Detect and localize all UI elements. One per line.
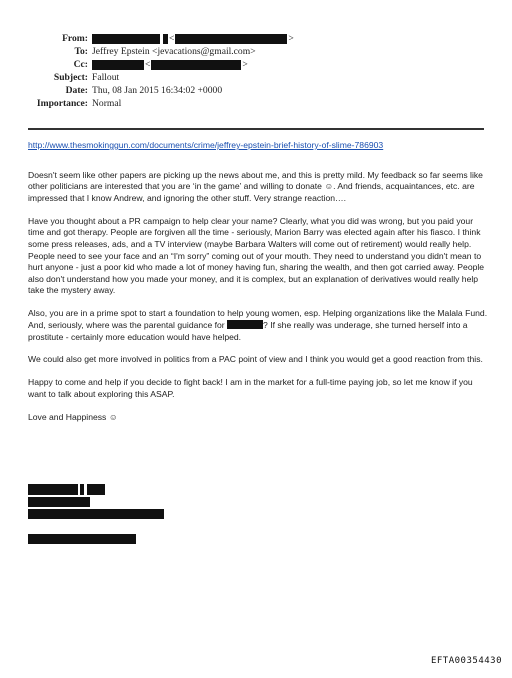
importance-label: Importance:: [36, 98, 88, 109]
signature-redaction: [80, 484, 84, 495]
redaction-box: [227, 320, 263, 329]
signature-redaction: [28, 509, 164, 519]
article-link[interactable]: http://www.thesmokinggun.com/documents/crime/jeffrey-epstein-brief-history-of-slime-786903: [28, 140, 384, 150]
signature-redaction: [28, 497, 90, 507]
redaction-box: [92, 34, 160, 44]
redaction-box: [151, 60, 241, 70]
signature-redaction: [87, 484, 105, 495]
paragraph-4: We could also get more involved in politics from a PAC point of view and I think you would get a good reaction from this.: [28, 354, 483, 365]
importance-value: Normal: [92, 98, 122, 109]
paragraph-1: Doesn't seem like other papers are picking up the news about me, and this is pretty mild. My feedback so far seems like other politicians are interested that you are ‘in the game’ and willing to donate ☺. And friends, acquaintances, etc. are impressed that I know Andrew, and ignoring the other stuff. Very strange reaction….: [28, 169, 483, 203]
email-header: [20, 32, 490, 110]
signature-redaction: [28, 534, 136, 544]
importance-row: [20, 97, 490, 110]
to-value: Jeffrey Epstein <jevacations@gmail.com>: [92, 46, 256, 57]
document-id: EFTA00354430: [430, 656, 502, 666]
paragraph-2: Have you thought about a PR campaign to help clear your name? Clearly, what you did was wrong, but you paid your time and got therapy. People are forgiven all the time - seriously, Marion Barry was elected again after his fiasco. I think some press releases, ads, and a TV interview (maybe Barbara Walters will come out of retirement) would really help. People need to see your face and an “I'm sorry” coming out of your mouth. They need to understand you didn't mean to hurt anyone - just a poor kid who made a lot of money having fun, sharing the wealth, and then got carried away. People also don't understand how you made your money, and it is complex, but an explanation of derivatives would really help take the mystery away.: [28, 215, 485, 296]
paragraph-3: [28, 308, 488, 343]
subject-value: Fallout: [92, 72, 120, 83]
date-label: Date:: [65, 85, 88, 96]
from-row: [20, 32, 490, 45]
paragraph-3-end: ? If she really was underage, she turned herself into a prostitute - certainly more education would have helped.: [28, 319, 468, 342]
signature-redaction: [28, 484, 78, 495]
redaction-box: [163, 34, 168, 44]
to-label: To:: [74, 46, 88, 57]
cc-value: < >: [92, 58, 249, 71]
from-value: < >: [92, 32, 295, 45]
header-divider: [28, 128, 484, 130]
paragraph-3-start: Also, you are in a prime spot to start a foundation to help young women, esp. Helping organizations like the Malala Fund. And, seriously, where was the parental guidance for: [28, 308, 488, 330]
from-label: From:: [62, 33, 88, 44]
date-value: Thu, 08 Jan 2015 16:34:02 +0000: [92, 85, 223, 96]
subject-label: Subject:: [53, 72, 88, 83]
redaction-box: [175, 34, 287, 44]
email-body: [28, 140, 488, 435]
redaction-box: [92, 60, 144, 70]
paragraph-5: Happy to come and help if you decide to fight back! I am in the market for a full-time paying job, so let me know if you want to talk about exploring this ASAP.: [28, 377, 473, 400]
subject-row: [20, 71, 490, 84]
cc-row: [20, 58, 490, 71]
to-row: [20, 45, 490, 58]
closing-line: Love and Happiness ☺: [28, 412, 118, 423]
cc-label: Cc:: [73, 59, 88, 70]
date-row: [20, 84, 490, 97]
